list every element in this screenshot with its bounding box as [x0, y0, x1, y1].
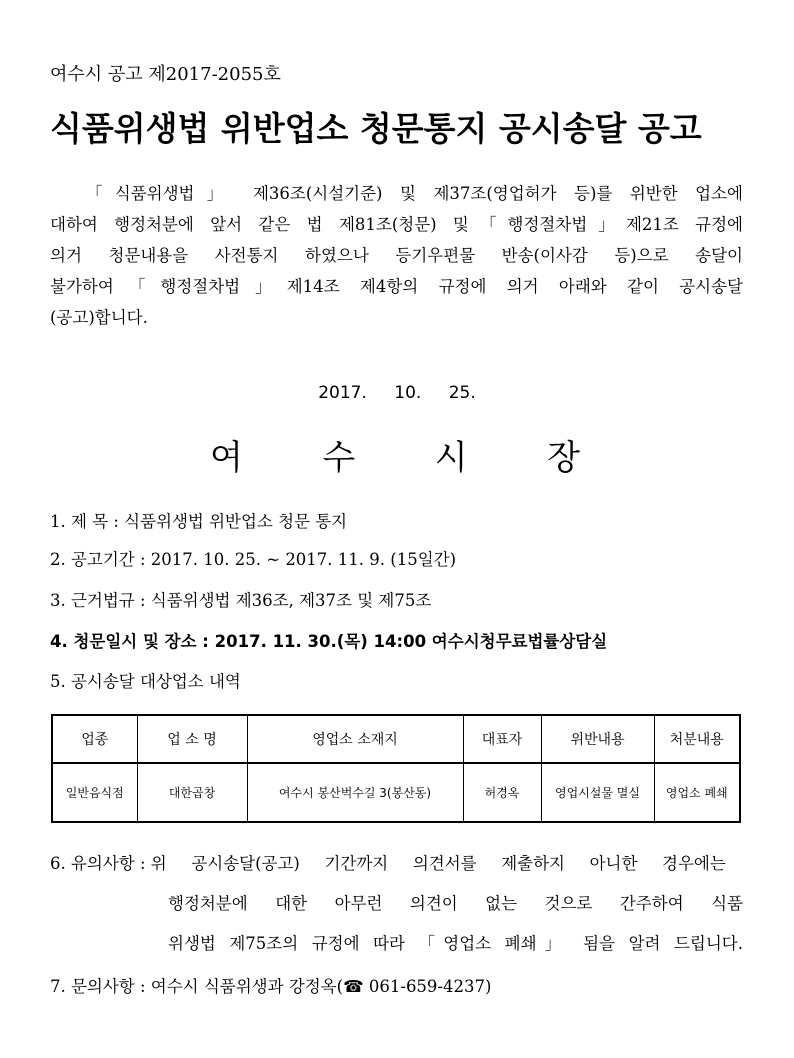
table-cell: 영업시설물 멸실: [541, 763, 654, 822]
item-notes-cont: [168, 930, 743, 954]
body-line: 「식품위생법」 제36조(시설기준) 및 제37조(영업허가 등)를 위반한 업소에: [86, 184, 743, 203]
item-notes-cont: [168, 890, 743, 914]
item-hearing-datetime: 4. 청문일시 및 장소 : 2017. 11. 30.(목) 14:00 여수시청무료법률상담실: [50, 632, 608, 651]
issuer-name: [210, 430, 580, 479]
item-notes-label: 6. 유의사항 :: [50, 854, 151, 873]
issuer-char: 수: [322, 438, 356, 478]
table-cell: 허경옥: [463, 763, 541, 822]
issuer-char: 여: [210, 438, 243, 478]
item-target-list: 5. 공시송달 대상업소 내역: [50, 672, 241, 691]
item-contact: [50, 973, 491, 997]
item-legal-basis: 3. 근거법규 : 식품위생법 제36조, 제37조 및 제75조: [50, 591, 432, 610]
column-header: 대표자: [463, 715, 541, 763]
item-notes: [50, 850, 726, 874]
table-cell: 일반음식점: [52, 763, 137, 822]
item-notes-line: 행정처분에 대한 아무런 의견이 없는 것으로 간주하여 식품: [168, 894, 743, 913]
item-subject: 1. 제 목 : 식품위생법 위반업소 청문 통지: [50, 512, 348, 531]
notice-number: 여수시 공고 제2017-2055호: [50, 64, 281, 85]
contact-label: 7. 문의사항 : 여수시 식품위생과 강정옥(: [50, 977, 344, 996]
body-line: 의거 청문내용을 사전통지 하였으나 등기우편물 반송(이사감 등)으로 송달이: [50, 246, 743, 265]
issuer-char: 장: [547, 438, 580, 478]
table-cell: 대한곱창: [137, 763, 247, 822]
body-line: 불가하여「행정절차법」제14조 제4항의 규정에 의거 아래와 같이 공시송달: [50, 277, 743, 296]
column-header: 영업소 소재지: [247, 715, 463, 763]
body-paragraph: [50, 178, 743, 333]
document-title: 식품위생법 위반업소 청문통지 공시송달 공고: [50, 109, 702, 148]
body-line: (공고)합니다.: [50, 308, 148, 327]
item-notes-line: 위생법 제75조의 규정에 따라 「영업소 폐쇄」 됨을 알려 드립니다.: [168, 934, 743, 953]
table-cell: 영업소 폐쇄: [654, 763, 740, 822]
body-line: 대하여 행정처분에 앞서 같은 법 제81조(청문) 및「행정절차법」제21조 규정에: [50, 215, 743, 234]
item-notice-period: 2. 공고기간 : 2017. 10. 25. ~ 2017. 11. 9. (15일간): [50, 550, 457, 569]
column-header: 업종: [52, 715, 137, 763]
document-date: 2017. 10. 25.: [318, 383, 476, 403]
issuer-char: 시: [434, 438, 468, 478]
column-header: 처분내용: [654, 715, 740, 763]
table-header-row: [52, 715, 740, 763]
column-header: 위반내용: [541, 715, 654, 763]
contact-phone: 061-659-4237): [363, 977, 492, 996]
table-row: [52, 763, 740, 822]
telephone-icon: ☎: [343, 977, 364, 996]
column-header: 업 소 명: [137, 715, 247, 763]
item-notes-line: 위 공시송달(공고) 기간까지 의견서를 제출하지 아니한 경우에는: [150, 854, 726, 873]
table-cell: 여수시 봉산벅수길 3(봉산동): [247, 763, 463, 822]
target-business-table: [51, 714, 741, 823]
